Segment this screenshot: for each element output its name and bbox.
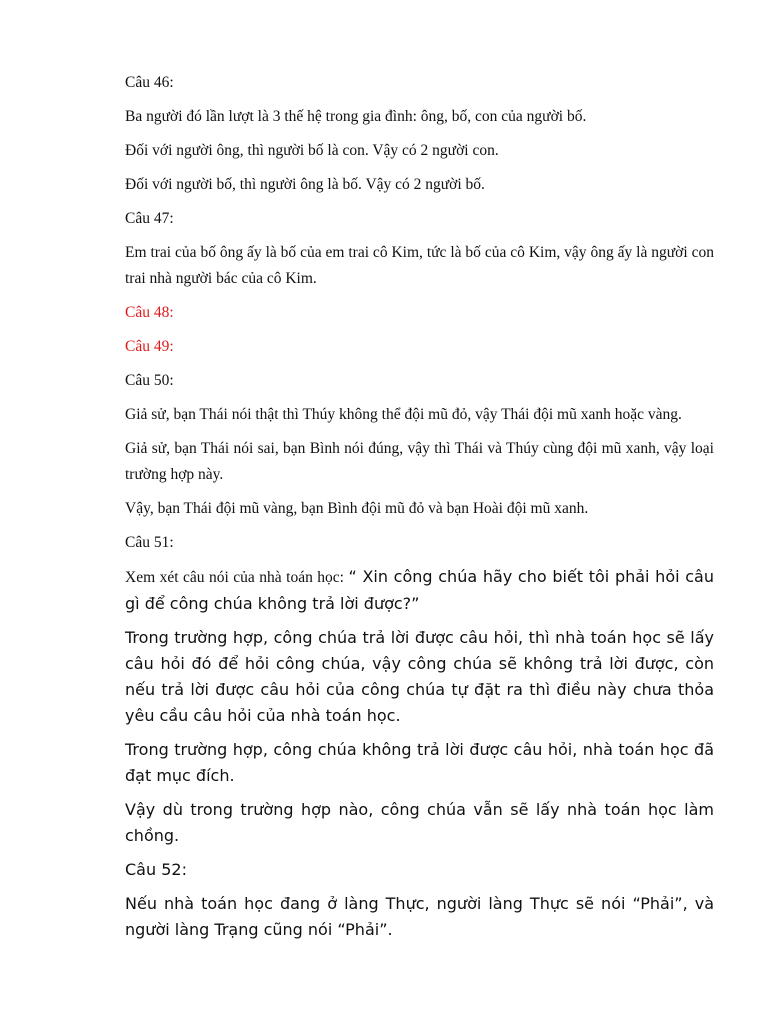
question-47-text: Em trai của bố ông ấy là bố của em trai cô Kim, tức là bố của cô Kim, vậy ông ấy là người con trai nhà người bác của cô Kim. [125,244,714,287]
question-47-heading: Câu 47: [125,210,174,227]
question-51-line: Trong trường hợp, công chúa trả lời được câu hỏi, thì nhà toán học sẽ lấy câu hỏi đó để hỏi công chúa, vậy công chúa sẽ không trả lời được, còn nếu trả lời được câu hỏi của công chúa tự đặt ra thì điều này chưa thỏa yêu cầu câu hỏi của nhà toán học. [125,628,714,725]
question-50-heading: Câu 50: [125,372,174,389]
question-46-heading: Câu 46: [125,74,174,91]
question-51-intro: Xem xét câu nói của nhà toán học: [125,569,349,586]
question-51-heading: Câu 51: [125,534,174,551]
question-50-line: Giả sử, bạn Thái nói sai, bạn Bình nói đúng, vậy thì Thái và Thúy cùng đội mũ xanh, vậy loại trường hợp này. [125,440,714,483]
question-46-line: Đối với người ông, thì người bố là con. Vậy có 2 người con. [125,142,499,159]
document-page [125,70,714,951]
question-48-heading: Câu 48: [125,304,174,321]
question-51-quote: “ Xin công chúa hãy cho biết tôi phải hỏi câu gì để công chúa không trả lời được?” [125,567,714,613]
question-50-line: Vậy, bạn Thái đội mũ vàng, bạn Bình đội mũ đỏ và bạn Hoài đội mũ xanh. [125,500,589,517]
question-51-line: Vậy dù trong trường hợp nào, công chúa vẫn sẽ lấy nhà toán học làm chồng. [125,800,714,845]
question-51-intro-paragraph [125,564,714,617]
question-49-heading: Câu 49: [125,338,174,355]
question-46-line: Ba người đó lần lượt là 3 thế hệ trong gia đình: ông, bố, con của người bố. [125,108,587,125]
question-46-line: Đối với người bố, thì người ông là bố. Vậy có 2 người bố. [125,176,485,193]
question-50-line: Giả sử, bạn Thái nói thật thì Thúy không thể đội mũ đỏ, vậy Thái đội mũ xanh hoặc vàng. [125,406,682,423]
question-51-line: Trong trường hợp, công chúa không trả lời được câu hỏi, nhà toán học đã đạt mục đích. [125,740,714,785]
question-52-text: Nếu nhà toán học đang ở làng Thực, người làng Thực sẽ nói “Phải”, và người làng Trạng cũng nói “Phải”. [125,894,714,939]
question-52-heading: Câu 52: [125,860,187,879]
